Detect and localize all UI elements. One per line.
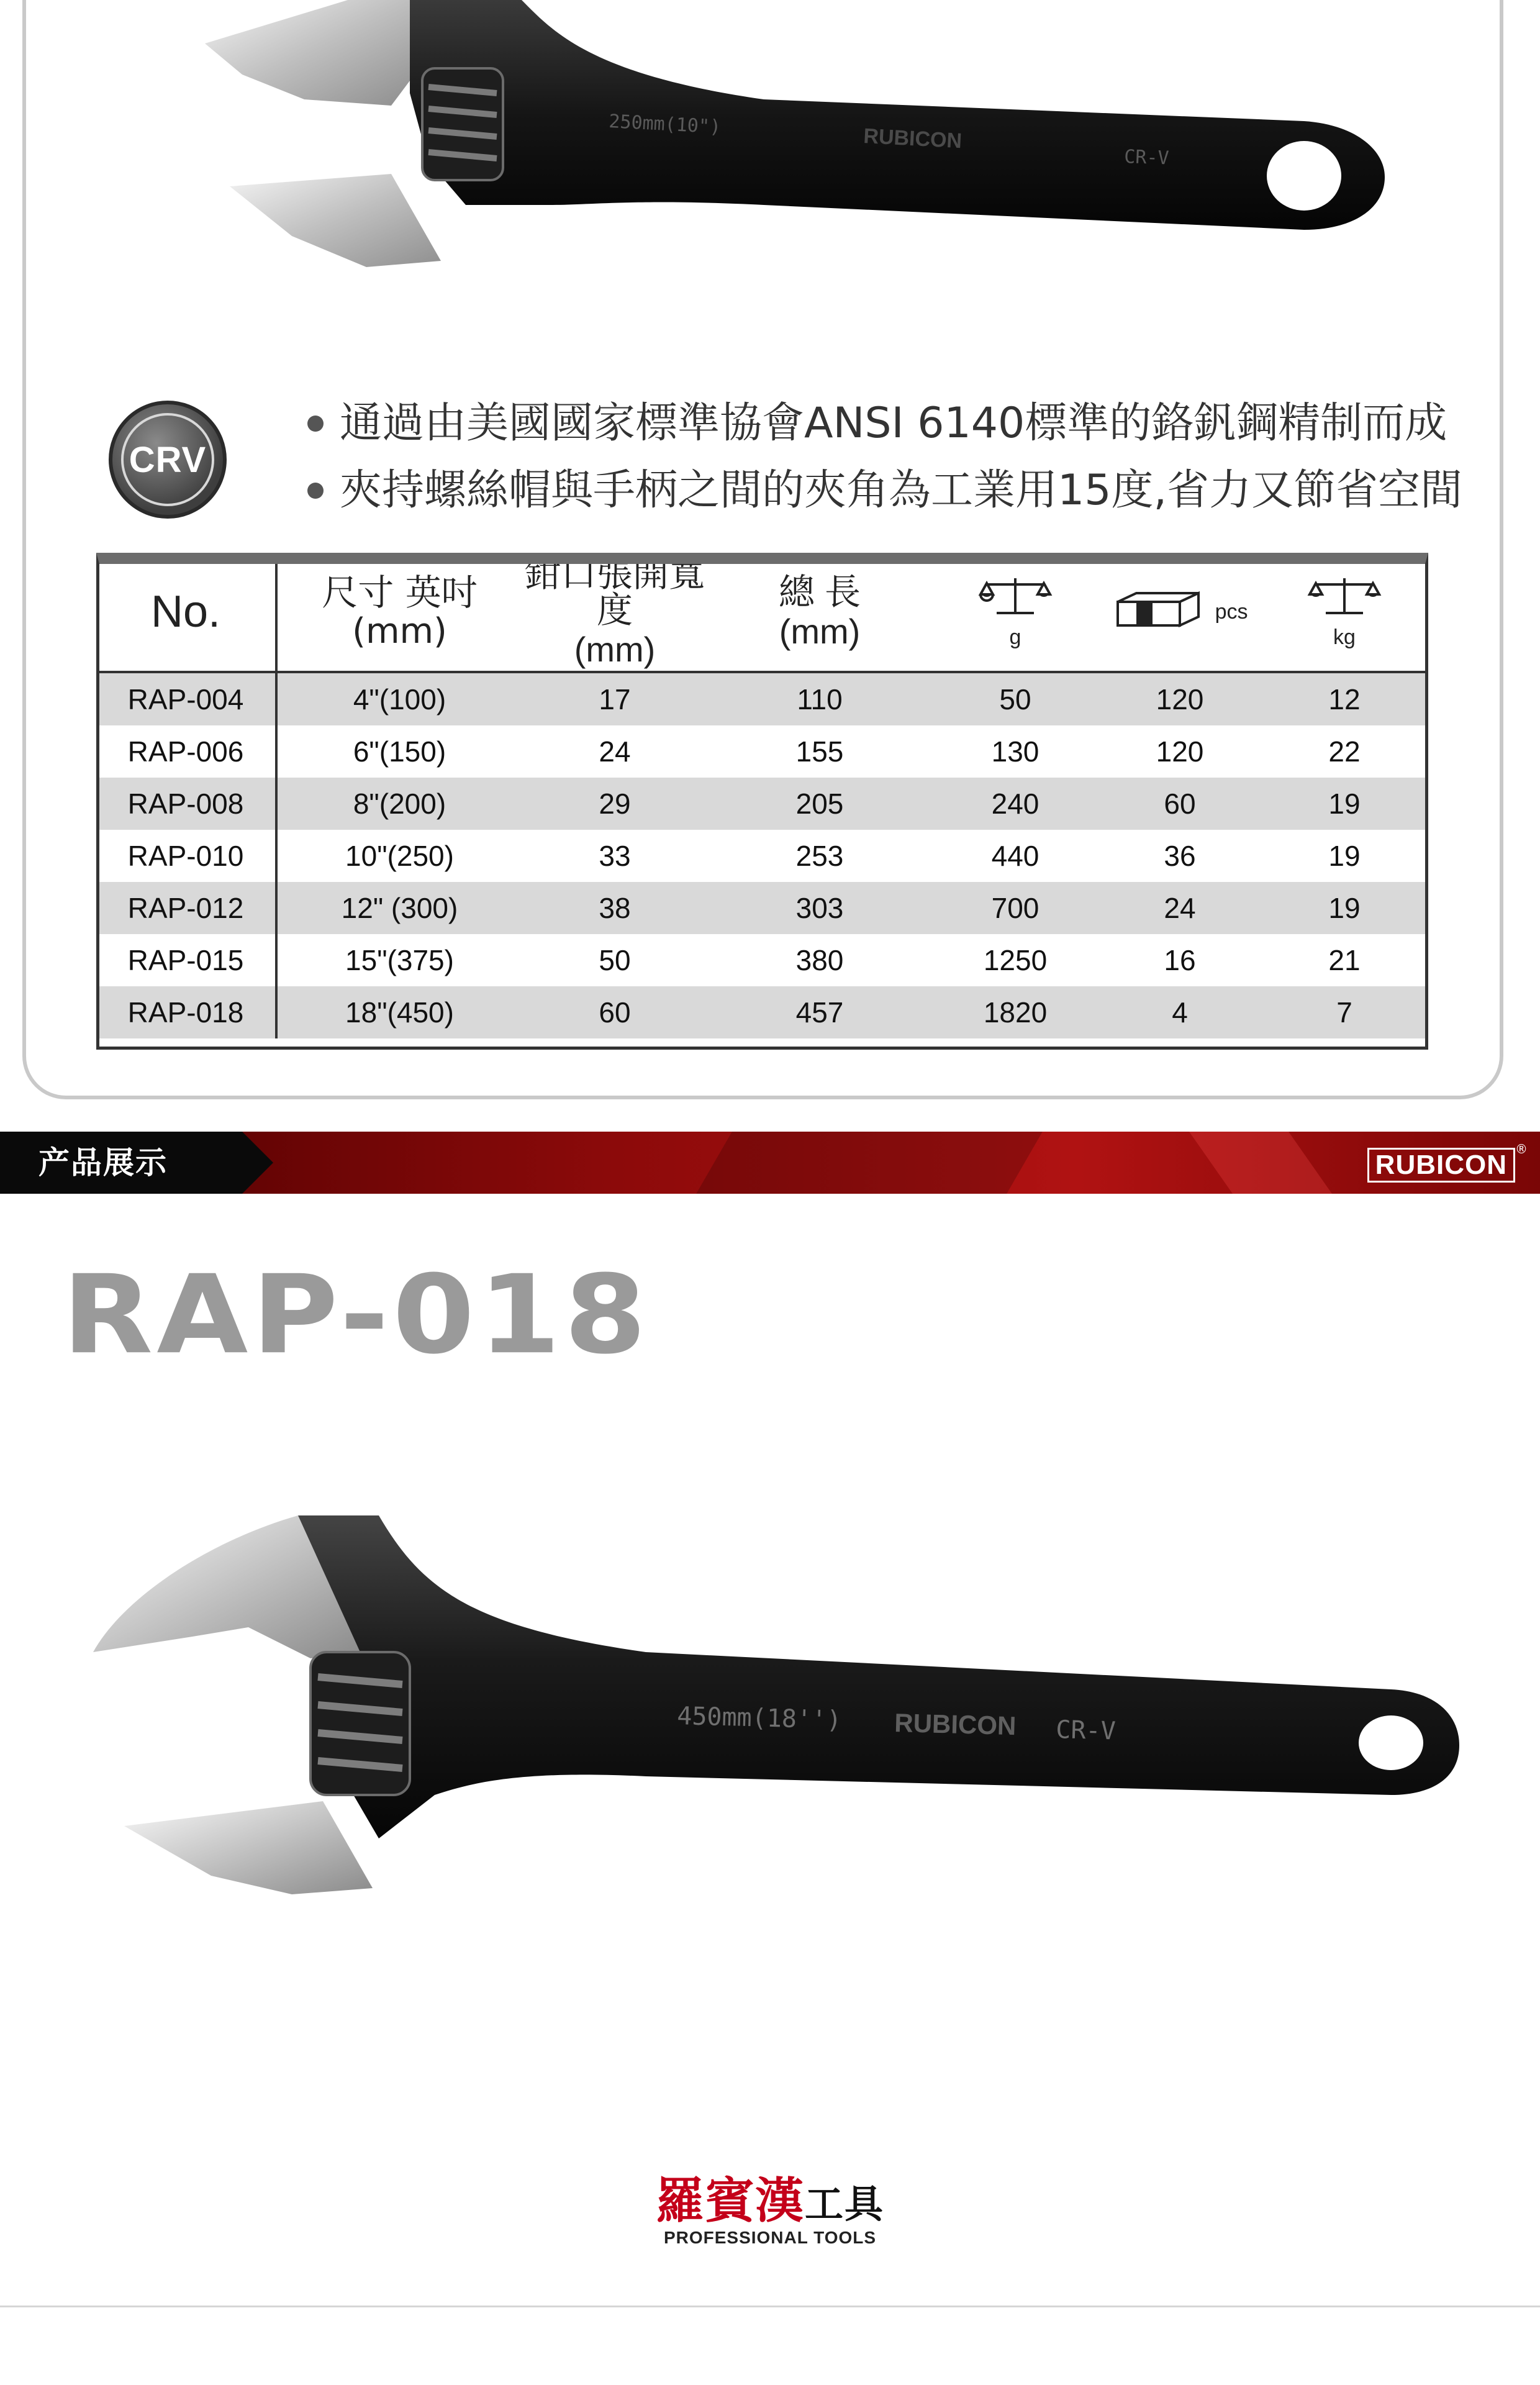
cell-jaw: 17 — [522, 672, 708, 725]
cell-pcs: 24 — [1099, 882, 1261, 934]
table-row — [96, 725, 1428, 778]
crv-badge-label: CRV — [121, 413, 214, 506]
header-carton-unit: kg — [1333, 625, 1356, 649]
cell-jaw: 29 — [522, 778, 708, 830]
crv-badge-icon — [109, 401, 227, 519]
product-model-title: RAP-018 — [62, 1252, 650, 1378]
feature-item — [307, 390, 1462, 457]
feature-item — [307, 457, 1462, 524]
cell-weight: 1250 — [983, 944, 1048, 976]
cell-length: 303 — [708, 882, 931, 934]
footer-brand-logo — [646, 2173, 894, 2248]
table-row — [96, 672, 1428, 725]
logo-english: PROFESSIONAL TOOLS — [663, 2228, 877, 2247]
cell-size: 4"(100) — [276, 672, 522, 725]
cell-size: 10"(250) — [345, 840, 454, 872]
cell-kg: 22 — [1328, 735, 1361, 768]
cell-jaw: 33 — [599, 840, 631, 872]
header-size-label: 尺寸 英吋 — [322, 571, 478, 614]
header-length — [708, 553, 931, 672]
cell-length: 110 — [708, 672, 931, 725]
cell-size: 15"(375) — [345, 944, 454, 976]
scale-icon — [978, 576, 1053, 622]
cell-kg: 19 — [1261, 882, 1428, 934]
cell-model: RAP-012 — [96, 882, 276, 934]
cell-size: 8"(200) — [276, 778, 522, 830]
header-length-label: 總 長 — [778, 572, 861, 612]
scale-icon — [1307, 576, 1382, 622]
header-jaw-opening — [522, 553, 708, 672]
header-weight — [931, 553, 1099, 672]
wrench-brand-mark: RUBICON — [894, 1708, 1017, 1741]
cell-model: RAP-018 — [96, 986, 276, 1038]
header-no: No. — [96, 553, 276, 672]
header-pcs — [1099, 553, 1261, 672]
cell-length: 205 — [708, 778, 931, 830]
bullet-dot-icon — [307, 483, 324, 499]
banner-brand-logo: RUBICON — [1367, 1148, 1515, 1183]
registered-mark: ® — [1515, 1142, 1528, 1156]
bullet-dot-icon — [307, 416, 324, 432]
cell-length: 155 — [795, 735, 844, 768]
header-length-unit: (mm) — [779, 612, 861, 651]
cell-length: 457 — [708, 986, 931, 1038]
cell-jaw: 50 — [599, 944, 631, 976]
cell-length: 380 — [795, 944, 844, 976]
carton-icon — [1112, 587, 1205, 637]
spec-table — [96, 553, 1428, 1038]
logo-name: 羅賓漢 — [655, 2173, 805, 2229]
cell-pcs: 4 — [1099, 986, 1261, 1038]
cell-weight: 130 — [991, 735, 1040, 768]
cell-length: 253 — [795, 840, 844, 872]
cell-model: RAP-008 — [96, 778, 276, 830]
cell-pcs: 60 — [1099, 778, 1261, 830]
header-size-unit: (mm) — [352, 611, 447, 652]
logo-chinese — [646, 2173, 894, 2229]
header-jaw-unit: (mm) — [574, 630, 656, 669]
feature-text: 夾持螺絲帽與手柄之間的夾角為工業用15度,省力又節省空間 — [340, 466, 1463, 515]
table-row — [96, 934, 1428, 986]
cell-kg: 21 — [1328, 944, 1361, 976]
cell-weight: 700 — [931, 882, 1099, 934]
cell-kg: 7 — [1261, 986, 1428, 1038]
cell-size: 6"(150) — [353, 735, 446, 768]
cell-jaw: 38 — [522, 882, 708, 934]
wrench-material-mark: CR-V — [1055, 1715, 1116, 1746]
banner-label: 产品展示 — [38, 1145, 168, 1181]
section-banner — [0, 1132, 1540, 1194]
cell-kg: 19 — [1261, 778, 1428, 830]
cell-size: 12" (300) — [276, 882, 522, 934]
cell-kg: 12 — [1261, 672, 1428, 725]
feature-text: 通過由美國國家標準協會ANSI 6140標準的鉻釩鋼精制而成 — [340, 399, 1447, 448]
logo-tail: 工具 — [805, 2181, 885, 2227]
header-size — [276, 553, 522, 672]
cell-jaw: 60 — [522, 986, 708, 1038]
wrench-image-main — [87, 1503, 1472, 1907]
header-pcs-unit: pcs — [1215, 600, 1248, 624]
cell-model: RAP-010 — [96, 830, 276, 882]
cell-model: RAP-006 — [96, 725, 276, 778]
header-weight-unit: g — [1009, 625, 1021, 649]
table-header-row — [96, 553, 1428, 672]
table-row — [96, 778, 1428, 830]
cell-pcs: 16 — [1164, 944, 1196, 976]
wrench-size-mark: 450mm(18'') — [676, 1702, 842, 1735]
table-row — [96, 830, 1428, 882]
cell-pcs: 36 — [1164, 840, 1196, 872]
cell-kg: 19 — [1328, 840, 1361, 872]
cell-size: 18"(450) — [276, 986, 522, 1038]
table-row — [96, 986, 1428, 1038]
table-row — [96, 882, 1428, 934]
cell-pcs: 120 — [1099, 672, 1261, 725]
cell-model: RAP-004 — [96, 672, 276, 725]
top-wrench-material-mark: CR-V — [1123, 146, 1170, 170]
header-carton-weight — [1261, 553, 1428, 672]
header-jaw-label: 鉗口張開寬度 — [524, 554, 705, 630]
cell-weight: 50 — [931, 672, 1099, 725]
feature-list — [307, 390, 1462, 524]
cell-weight: 240 — [931, 778, 1099, 830]
wrench-image-top — [205, 0, 1403, 279]
top-wrench-brand-mark: RUBICON — [863, 124, 963, 153]
cell-weight: 1820 — [931, 986, 1099, 1038]
footer-divider — [0, 2306, 1540, 2307]
cell-weight: 440 — [991, 840, 1040, 872]
cell-jaw: 24 — [599, 735, 631, 768]
cell-pcs: 120 — [1156, 735, 1204, 768]
top-wrench-size-mark: 250mm(10") — [608, 111, 722, 139]
cell-model: RAP-015 — [96, 934, 276, 986]
